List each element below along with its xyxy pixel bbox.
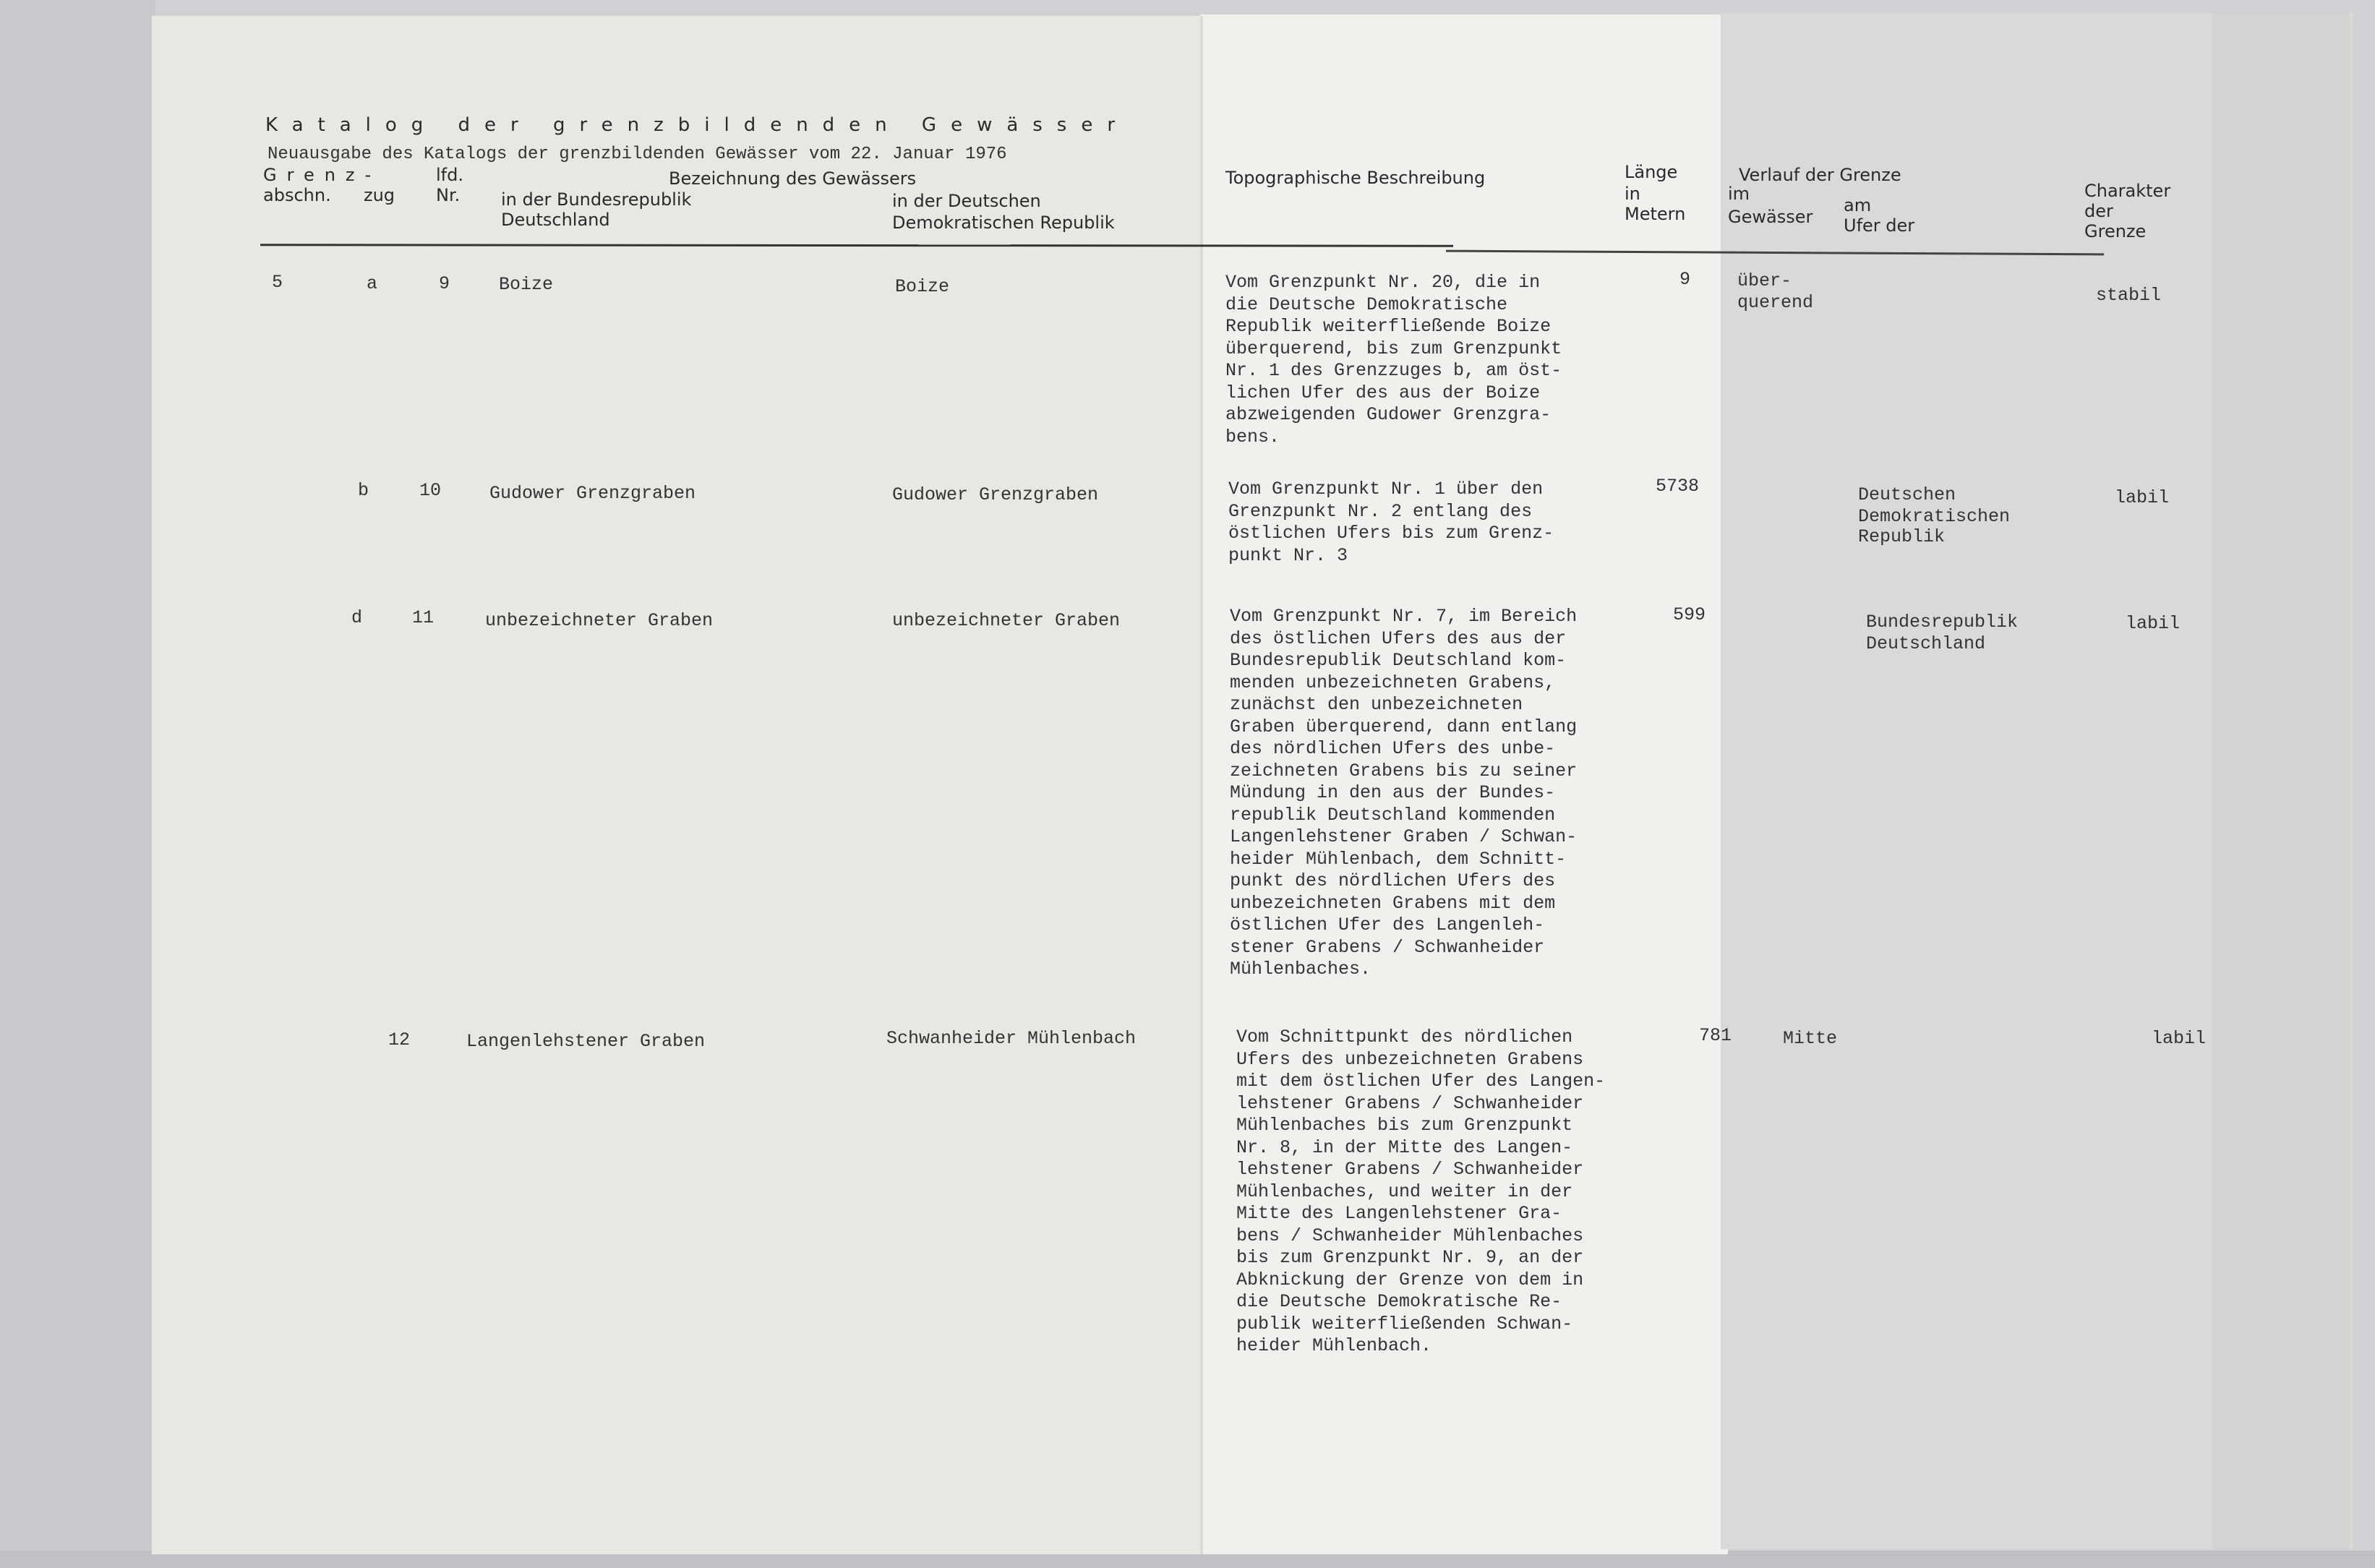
row1-ddr: Boize	[895, 276, 950, 297]
row1-im-2: querend	[1737, 292, 1814, 313]
row2-description: Vom Grenzpunkt Nr. 1 über den Grenzpunkt Nr. 2 entlang des östlichen Ufers bis zum Grenz- punkt Nr. 3	[1228, 479, 1554, 566]
header-laenge-2: in	[1625, 184, 1640, 204]
header-lfd-2: Nr.	[436, 185, 461, 205]
background-left	[0, 0, 155, 1568]
header-topo: Topographische Beschreibung	[1225, 168, 1486, 188]
row3-charakter: labil	[2126, 613, 2181, 634]
row3-description: Vom Grenzpunkt Nr. 7, im Bereich des östlichen Ufers des aus der Bundesrepublik Deutschland kom- menden unbezeichneten Grabens, zunächst den unbezeichneten Graben überquerend, dann entlang des nördlichen Ufers des unbe- zeichneten Grabens bis zu seiner Mündung in den aus der Bundes- republik Deutschland kommenden Langenlehstener Graben / Schwan- heider Mühlenbach, dem Schnitt- punkt des nördlichen Ufers des unbezeichneten Grabens mit dem östlichen Ufer des Langenleh- stener Grabens / Schwanheider Mühlenbaches.	[1230, 606, 1578, 980]
row2-laenge: 5738	[1656, 476, 1700, 497]
header-brd-1: in der Bundesrepublik	[501, 189, 692, 210]
header-im-2: Gewässer	[1728, 207, 1813, 227]
header-im-1: im	[1728, 184, 1750, 204]
row2-ddr: Gudower Grenzgraben	[892, 484, 1099, 505]
header-brd-2: Deutschland	[501, 210, 610, 230]
row2-charakter: labil	[2115, 487, 2170, 508]
row3-laenge: 599	[1673, 604, 1706, 625]
header-laenge-1: Länge	[1625, 162, 1678, 182]
row2-am-3: Republik	[1858, 526, 1946, 547]
row2-zug: b	[358, 480, 369, 501]
header-verlauf: Verlauf der Grenze	[1739, 165, 1901, 185]
header-charakter-1: Charakter	[2084, 181, 2171, 201]
row2-brd: Gudower Grenzgraben	[489, 483, 696, 504]
row1-laenge: 9	[1679, 269, 1691, 290]
row4-description: Vom Schnittpunkt des nördlichen Ufers des unbezeichneten Grabens mit dem östlichen Ufer des Langen- lehstener Grabens / Schwanheider Mühlenbaches bis zum Grenzpunkt Nr. 8, in der Mitte des Langen- lehstener Grabens / Schwanheider Mühlenbaches, und weiter in der Mitte des Langenlehstener Gra- bens / Schwanheider Mühlenbaches bis zum Grenzpunkt Nr. 9, an der Abknickung der Grenze von dem in die Deutsche Demokratische Re- publik weiterfließenden Schwan- heider Mühlenbach.	[1236, 1027, 1606, 1356]
page-right-edge	[2212, 13, 2350, 1549]
header-ddr-2: Demokratischen Republik	[892, 213, 1115, 233]
header-bezeichnung: Bezeichnung des Gewässers	[669, 168, 917, 189]
row3-am-2: Deutschland	[1866, 633, 1986, 654]
row3-nr: 11	[412, 607, 435, 628]
row4-nr: 12	[388, 1029, 411, 1050]
row3-brd: unbezeichneter Graben	[485, 610, 714, 631]
row1-brd: Boize	[499, 274, 554, 295]
header-am-2: Ufer der	[1844, 215, 1915, 236]
row2-nr: 10	[419, 480, 442, 501]
row4-laenge: 781	[1699, 1025, 1732, 1046]
header-grenzabschn-1: Grenz-	[263, 165, 382, 185]
row1-charakter: stabil	[2096, 285, 2162, 306]
header-zug: zug	[364, 185, 395, 205]
catalog-title: Katalog der grenzbildenden Gewässer	[265, 114, 1130, 136]
row3-zug: d	[351, 607, 363, 628]
header-charakter-2: der	[2084, 201, 2113, 221]
row4-ddr: Schwanheider Mühlenbach	[886, 1028, 1137, 1049]
row3-am-1: Bundesrepublik	[1866, 612, 2019, 633]
header-laenge-3: Metern	[1625, 204, 1686, 224]
header-am-1: am	[1844, 195, 1872, 215]
row3-ddr: unbezeichneter Graben	[892, 610, 1121, 631]
row1-zug: a	[367, 273, 378, 294]
row4-im: Mitte	[1783, 1028, 1838, 1049]
header-lfd-1: lfd.	[436, 165, 463, 185]
row2-am-2: Demokratischen	[1858, 506, 2011, 527]
row1-abschn: 5	[272, 272, 283, 293]
row2-am-1: Deutschen	[1858, 484, 1956, 505]
row1-nr: 9	[439, 273, 450, 294]
header-charakter-3: Grenze	[2084, 221, 2147, 241]
row4-charakter: labil	[2152, 1028, 2207, 1049]
row1-description: Vom Grenzpunkt Nr. 20, die in die Deutsche Demokratische Republik weiterfließende Boize überquerend, bis zum Grenzpunkt Nr. 1 des Grenzzuges b, am öst- lichen Ufer des aus der Boize abzweigenden Gudower Grenzgra- bens.	[1225, 272, 1562, 447]
row1-im-1: über-	[1737, 270, 1792, 291]
header-ddr-1: in der Deutschen	[892, 191, 1041, 211]
row4-brd: Langenlehstener Graben	[466, 1031, 706, 1052]
header-grenzabschn-2: abschn.	[263, 185, 331, 205]
catalog-subtitle: Neuausgabe des Katalogs der grenzbildenden Gewässer vom 22. Januar 1976	[268, 145, 1007, 164]
